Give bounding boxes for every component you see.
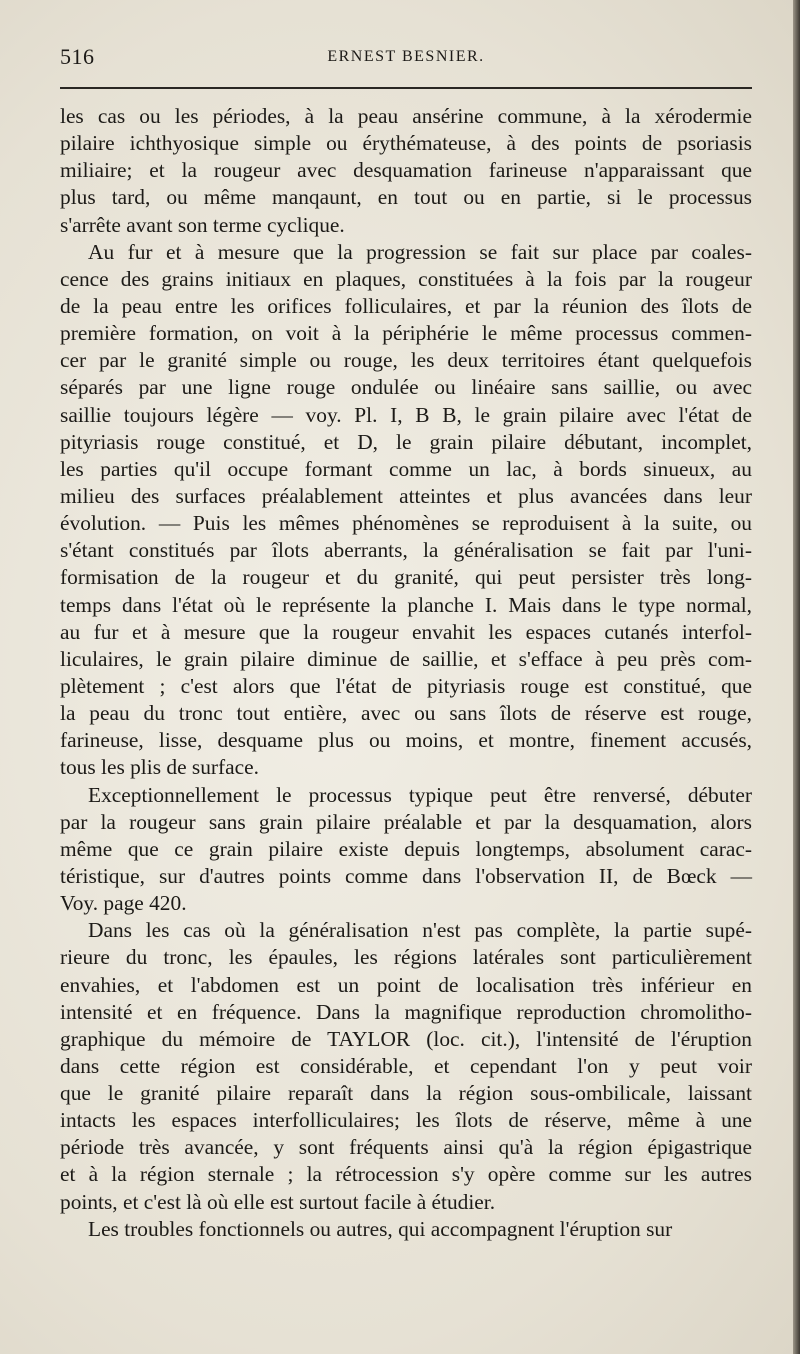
paragraph (60, 103, 752, 239)
text-line: au fur et à mesure que la rougeur envahit les espaces cutanés interfol- (60, 619, 752, 644)
page-edge-shadow (793, 0, 800, 1354)
paragraph (60, 782, 752, 918)
text-line: plètement ; c'est alors que l'état de pityriasis rouge est constitué, que (60, 673, 752, 698)
text-line: envahies, et l'abdomen est un point de localisation très inférieur en (60, 972, 752, 997)
text-line: points, et c'est là où elle est surtout facile à étudier. (60, 1189, 496, 1214)
text-line: formisation de la rougeur et du granité, qui peut persister très long- (60, 565, 752, 590)
page-header (60, 44, 752, 72)
text-line: téristique, sur d'autres points comme dans l'observation II, de Bœck — (60, 863, 752, 888)
text-line: rieure du tronc, les épaules, les régions latérales sont particulièrement (60, 945, 752, 970)
paragraph (60, 239, 752, 782)
text-line: les cas ou les périodes, à la peau ansérine commune, à la xérodermie (60, 104, 752, 128)
text-line: Voy. page 420. (60, 891, 187, 916)
text-line: intensité et en fréquence. Dans la magnifique reproduction chromolitho- (60, 999, 752, 1024)
text-line: cer par le granité simple ou rouge, les deux territoires étant quelquefois (60, 348, 752, 373)
text-line: milieu des surfaces préalablement atteintes et plus avancées dans leur (60, 483, 752, 508)
text-line: liculaires, le grain pilaire diminue de saillie, et s'efface à peu près com- (60, 646, 752, 671)
text-line: les parties qu'il occupe formant comme un lac, à bords sinueux, au (60, 456, 752, 481)
text-line: farineuse, lisse, desquame plus ou moins, et montre, finement accusés, (60, 728, 752, 753)
text-line: saillie toujours légère — voy. Pl. I, B B, le grain pilaire avec l'état de (60, 402, 752, 427)
text-line: la peau du tronc tout entière, avec ou sans îlots de réserve est rouge, (60, 701, 752, 726)
text-line: par la rougeur sans grain pilaire préalable et par la desquamation, alors (60, 809, 752, 834)
text-line: miliaire; et la rougeur avec desquamation farineuse n'apparaissant que (60, 158, 752, 183)
text-line: cence des grains initiaux en plaques, constituées à la fois par la rougeur (60, 266, 752, 291)
header-rule (60, 87, 752, 89)
text-line: et à la région sternale ; la rétrocession s'y opère comme sur les autres (60, 1162, 752, 1187)
text-line: graphique du mémoire de TAYLOR (loc. cit.), l'intensité de l'éruption (60, 1026, 752, 1051)
body-text (60, 103, 752, 1243)
text-line: tous les plis de surface. (60, 755, 260, 780)
running-head: ERNEST BESNIER. (327, 48, 485, 65)
text-line: Les troubles fonctionnels ou autres, qui accompagnent l'éruption sur (88, 1216, 673, 1241)
text-line: pilaire ichthyosique simple ou érythémateuse, à des points de psoriasis (60, 131, 752, 156)
text-line: séparés par une ligne rouge ondulée ou linéaire sans saillie, ou avec (60, 375, 752, 400)
text-line: période très avancée, y sont fréquents ainsi qu'à la région épigastrique (60, 1135, 752, 1160)
paragraph (60, 917, 752, 1216)
text-line: même que ce grain pilaire existe depuis longtemps, absolument carac- (60, 836, 752, 861)
text-line: intacts les espaces interfolliculaires; les îlots de réserve, même à une (60, 1108, 752, 1133)
text-line: que le granité pilaire reparaît dans la région sous-ombilicale, laissant (60, 1081, 752, 1106)
text-line: première formation, on voit à la périphérie le même processus commen- (60, 321, 752, 346)
text-line: évolution. — Puis les mêmes phénomènes se reproduisent à la suite, ou (60, 511, 752, 536)
text-line: Exceptionnellement le processus typique peut être renversé, débuter (88, 782, 752, 807)
text-line: dans cette région est considérable, et cependant l'on y peut voir (60, 1053, 752, 1078)
page-number: 516 (60, 44, 95, 69)
text-line: Au fur et à mesure que la progression se fait sur place par coales- (88, 239, 752, 264)
text-line: temps dans l'état où le représente la planche I. Mais dans le type normal, (60, 592, 752, 617)
text-line: de la peau entre les orifices folliculaires, et par la réunion des îlots de (60, 293, 752, 318)
text-line: plus tard, ou même manqaunt, en tout ou en partie, si le processus (60, 185, 752, 210)
paragraph (60, 1216, 752, 1243)
text-line: s'étant constitués par îlots aberrants, la généralisation se fait par l'uni- (60, 538, 752, 563)
text-line: pityriasis rouge constitué, et D, le grain pilaire débutant, incomplet, (60, 429, 752, 454)
text-line: Dans les cas où la généralisation n'est pas complète, la partie supé- (88, 918, 752, 943)
text-line: s'arrête avant son terme cyclique. (60, 212, 345, 237)
